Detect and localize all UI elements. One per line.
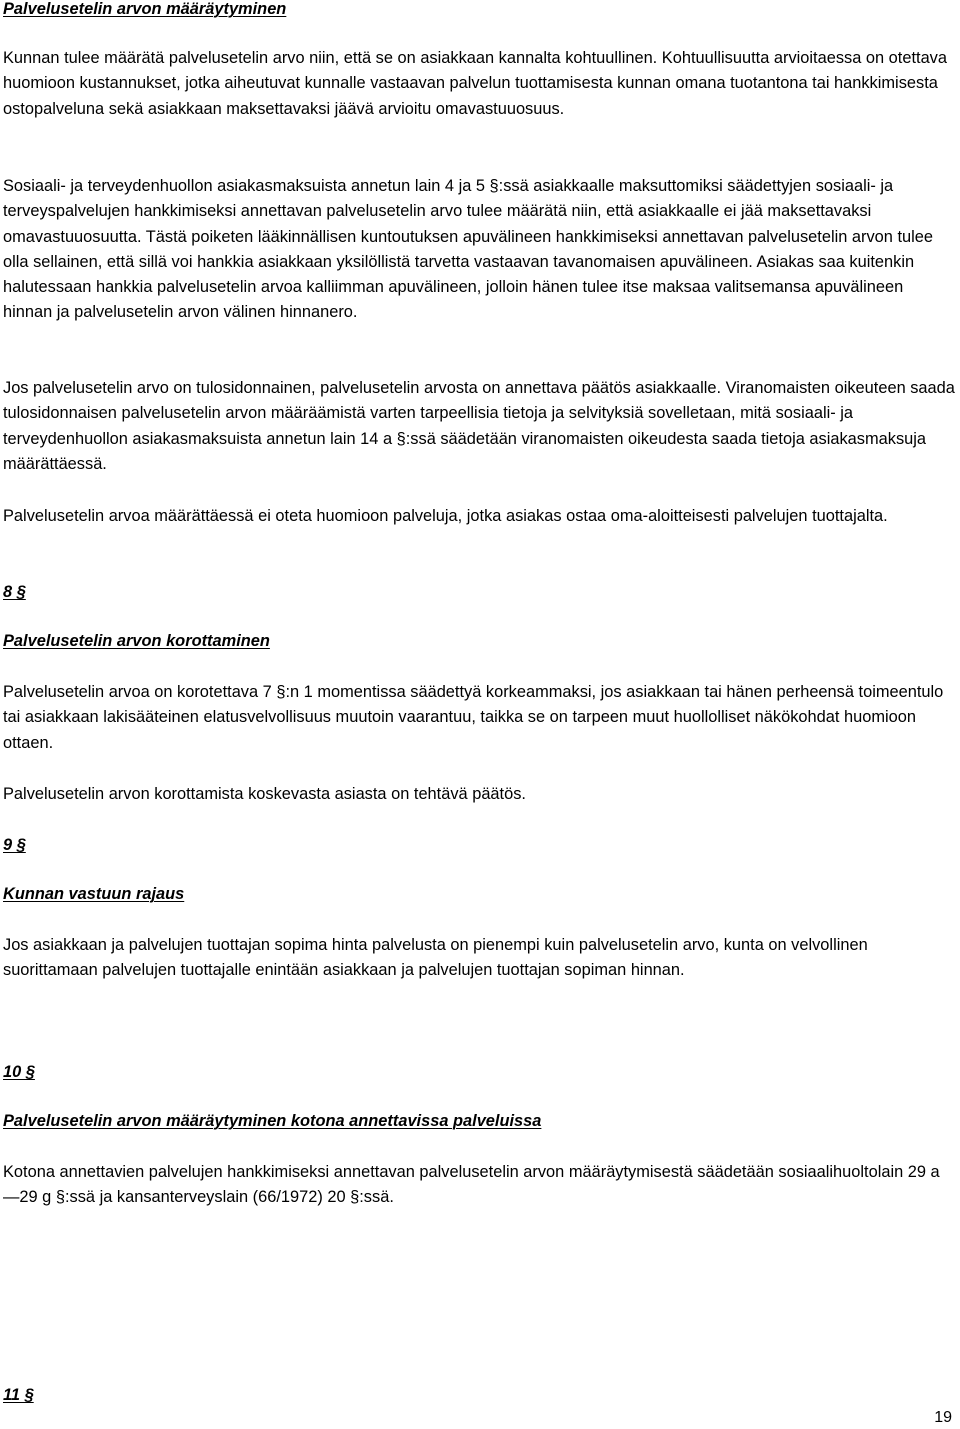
- paragraph: Jos palvelusetelin arvo on tulosidonnainen, palvelusetelin arvosta on annettava päätös asiakkaalle. Viranomaisten oikeuteen saada tulosidonnaisen palvelusetelin arvon määräämistä varten tarpeellisia tietoja ja selvityksiä sovelletaan, mitä sosiaali- ja terveydenhuollon asiakasmaksuista annetun lain 14 a §:ssä säädetään viranomaisten oikeudesta saada tietoja asiakasmaksuja määrättäessä.: [3, 379, 955, 473]
- paragraph: Sosiaali- ja terveydenhuollon asiakasmaksuista annetun lain 4 ja 5 §:ssä asiakkaalle maksuttomiksi säädettyjen sosiaali- ja terveyspalvelujen hankkimiseksi annettavan palvelusetelin arvo tulee määrätä niin, että asiakkaalle ei jää maksettavaksi omavastuuosuutta. Tästä poiketen lääkinnällisen kuntoutuksen apuvälineen hankkimiseksi annettavan palvelusetelin arvon tulee olla sellainen, että sillä voi hankkia asiakkaan yksilöllistä tarvetta vastaavan tavanomaisen apuvälineen. Asiakas saa kuitenkin halutessaan hankkia palvelusetelin arvoa kalliimman apuvälineen, jolloin hänen tulee itse maksaa valitsemansa apuvälineen hinnan ja palvelusetelin arvon välinen hinnanero.: [3, 177, 934, 322]
- paragraph: Kotona annettavien palvelujen hankkimiseksi annettavan palvelusetelin arvon määräytymisestä säädetään sosiaalihuoltolain 29 a—29 g §:ssä ja kansanterveyslain (66/1972) 20 §:ssä.: [3, 1163, 940, 1207]
- section-number: 9 §: [3, 836, 26, 854]
- section-number: 8 §: [3, 583, 26, 601]
- paragraph: Palvelusetelin arvoa on korotettava 7 §:n 1 momentissa säädettyä korkeammaksi, jos asiakkaan tai hänen perheensä toimeentulo tai asiakkaan lakisääteinen elatusvelvollisuus muutoin vaarantuu, taikka se on tarpeen muut huollolliset näkökohdat huomioon ottaen.: [3, 683, 944, 752]
- page-number: 19: [934, 1409, 952, 1426]
- section-number: 10 §: [3, 1063, 35, 1081]
- paragraph: Kunnan tulee määrätä palvelusetelin arvo niin, että se on asiakkaan kannalta kohtuullinen. Kohtuullisuutta arvioitaessa on otettava huomioon kustannukset, jotka aiheutuvat kunnalle vastaavan palvelun tuottamisesta kunnan omana tuotantona tai hankkimisesta ostopalveluna sekä asiakkaan maksettavaksi jäävä arvioitu omavastuuosuus.: [3, 49, 947, 118]
- paragraph: Palvelusetelin arvon korottamista koskevasta asiasta on tehtävä päätös.: [3, 785, 526, 803]
- paragraph: Palvelusetelin arvoa määrättäessä ei oteta huomioon palveluja, jotka asiakas ostaa oma-aloitteisesti palvelujen tuottajalta.: [3, 507, 888, 525]
- section-heading: Palvelusetelin arvon määräytyminen: [3, 0, 287, 18]
- section-title: Kunnan vastuun rajaus: [3, 885, 185, 903]
- section-number: 11 §: [3, 1386, 34, 1404]
- section-title: Palvelusetelin arvon korottaminen: [3, 632, 270, 650]
- section-title: Palvelusetelin arvon määräytyminen kotona annettavissa palveluissa: [3, 1112, 542, 1130]
- paragraph: Jos asiakkaan ja palvelujen tuottajan sopima hinta palvelusta on pienempi kuin palvelusetelin arvo, kunta on velvollinen suorittamaan palvelujen tuottajalle enintään asiakkaan ja palvelujen tuottajan sopiman hinnan.: [3, 936, 868, 980]
